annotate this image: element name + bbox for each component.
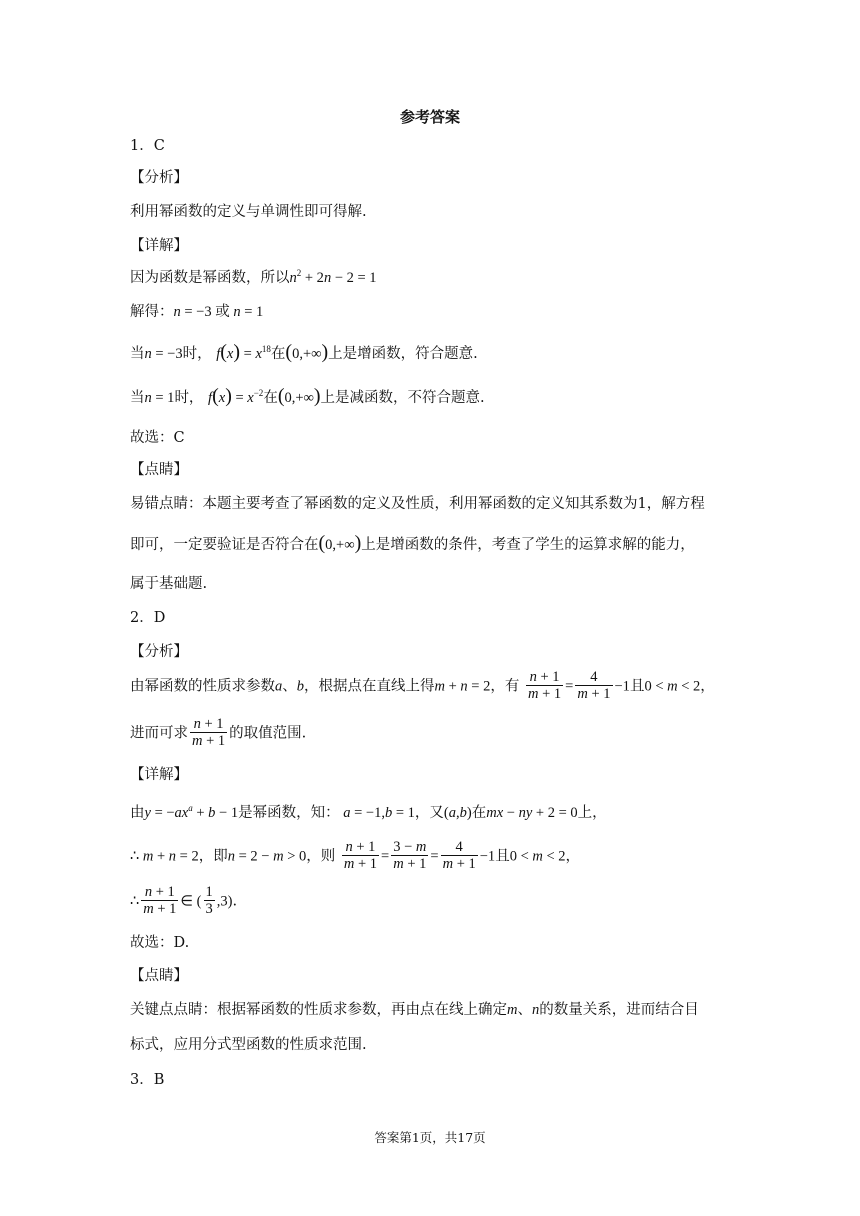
q1-choose: 故选：C: [130, 430, 185, 446]
q2-comment-tag: 【点睛】: [130, 968, 188, 984]
q1-detail-line-3: 当n = −3时， $f(x) = x^{18}$在(0,+∞)上是增函数，符合题意.: [130, 341, 478, 363]
q2-analysis-tag: 【分析】: [130, 644, 188, 660]
q2-analysis-line-1: 由幂函数的性质求参数a、b，根据点在直线上得m + n = 2，有 $\frac{n + 1}{m + 1}$ = $\frac{4}{m + 1}$ −1且0 < m < 2，: [130, 669, 715, 703]
q1-equation: $n^2 + 2n - 2 = 1$: [289, 268, 377, 286]
q2-choose: 故选：D.: [130, 935, 190, 951]
q1-comment-line-3: 属于基础题.: [130, 576, 208, 592]
page-footer: 答案第1页，共17页: [374, 1130, 486, 1145]
q1-analysis-text: 利用幂函数的定义与单调性即可得解.: [130, 204, 367, 220]
q2-analysis-line-2: 进而可求 $\frac{n + 1}{m + 1}$ 的取值范围.: [130, 716, 307, 750]
q2-detail-line-3: ∴ $\frac{n + 1}{m + 1}$ ∈ ( $\frac{1}{3}$ ,3).: [130, 884, 238, 918]
q2-detail-line-1: 由$y = -ax^a + b - 1$是幂函数，知： a = −1,b = 1，又(a,b)在mx − ny + 2 = 0上，: [130, 803, 607, 821]
page-title: 参考答案: [399, 108, 460, 126]
q1-comment-line-1: 易错点睛：本题主要考查了幂函数的定义及性质，利用幂函数的定义知其系数为1，解方程: [130, 496, 705, 512]
q2-comment-line-1: 关键点点睛：根据幂函数的性质求参数，再由点在线上确定m、n的数量关系，进而结合目: [130, 1002, 699, 1018]
q1-answer: 1．C: [130, 138, 165, 154]
q1-comment-line-2: 即可，一定要验证是否符合在(0,+∞)上是增函数的条件，考查了学生的运算求解的能力，: [130, 532, 695, 554]
q1-detail-line-1: 因为函数是幂函数，所以$n^2 + 2n - 2 = 1$: [130, 268, 377, 286]
q1-comment-tag: 【点睛】: [130, 462, 188, 478]
q1-detail-tag: 【详解】: [130, 238, 188, 254]
q2-comment-line-2: 标式，应用分式型函数的性质求范围.: [130, 1037, 367, 1053]
q2-detail-tag: 【详解】: [130, 767, 188, 783]
q3-answer: 3．B: [130, 1072, 165, 1088]
q2-detail-line-2: ∴ m + n = 2，即n = 2 − m > 0，则 $\frac{n + 1}{m + 1}$ = $\frac{3 - m}{m + 1}$ = $\frac{4}{m + 1}$ −1且0 < m < 2，: [130, 839, 581, 873]
q1-detail-line-2: 解得：n = −3 或 n = 1: [130, 304, 264, 320]
q1-analysis-tag: 【分析】: [130, 170, 188, 186]
q2-answer: 2．D: [130, 610, 166, 626]
q1-detail-line-4: 当n = 1时， $f(x) = x^{-2}$在(0,+∞)上是减函数，不符合题意.: [130, 385, 485, 407]
